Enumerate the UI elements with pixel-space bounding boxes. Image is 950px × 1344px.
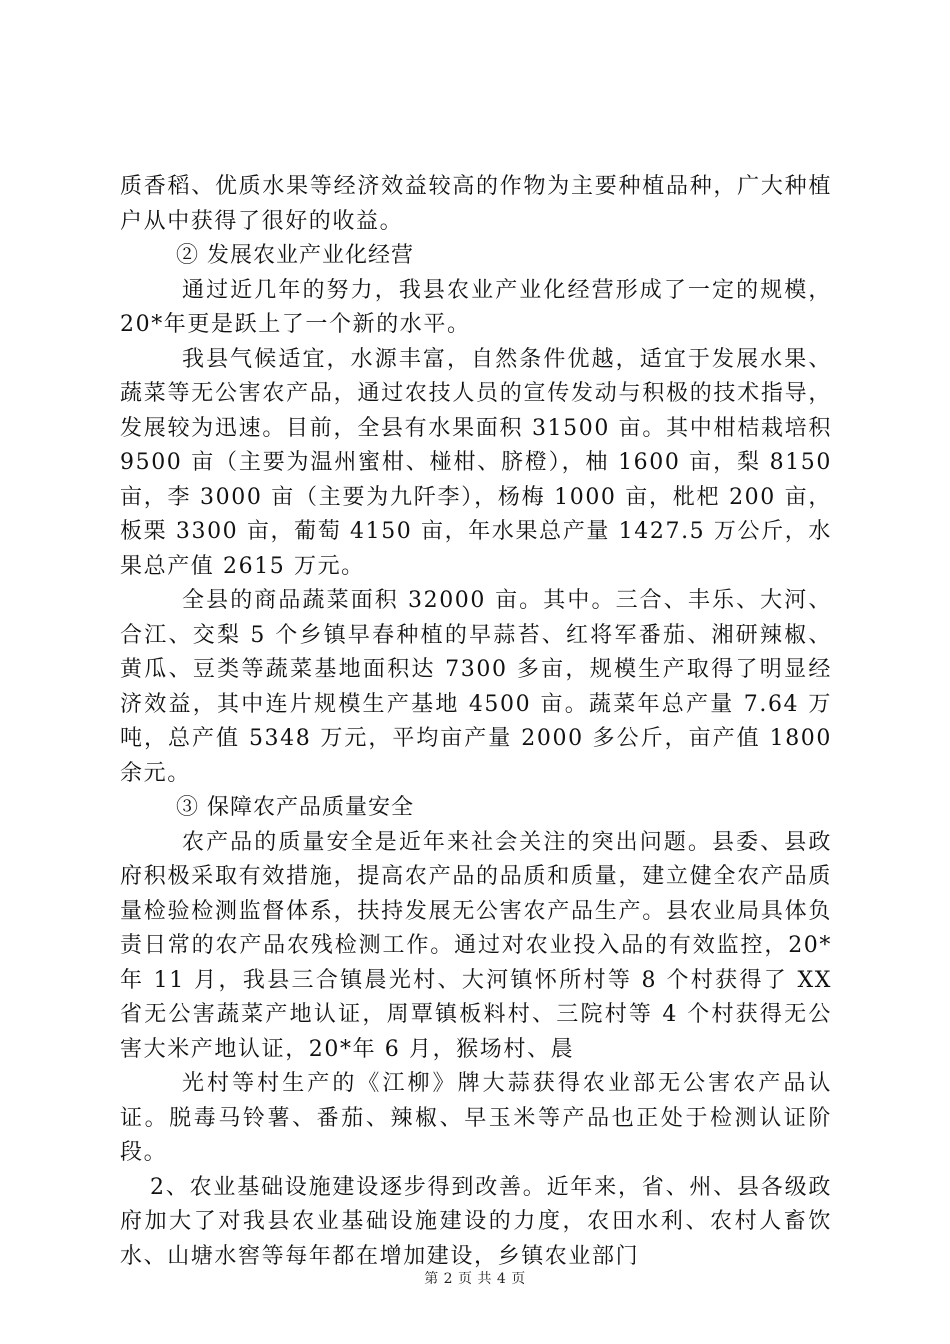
section-heading-industrialization: ② 发展农业产业化经营 (176, 243, 414, 268)
paragraph-industrialization-intro: 通过近几年的努力，我县农业产业化经营形成了一定的规模，20*年更是跃上了一个新的水平。 (120, 277, 832, 337)
document-body (120, 170, 832, 1274)
paragraph-quality-safety: 农产品的质量安全是近年来社会关注的突出问题。县委、县政府积极采取有效措施，提高农产品的品质和质量，建立健全农产品质量检验检测监督体系，扶持发展无公害农产品生产。县农业局具体负责日常的农产品农残检测工作。通过对农业投入品的有效监控，20*年 11 月，我县三合镇晨光村、大河镇怀所村等 8 个村获得了 XX 省无公害蔬菜产地认证，周覃镇板料村、三院村等 4 个村获得无公害大米产地认证，20*年 6 月，猴场村、晨 (120, 829, 832, 1062)
section-heading-quality-safety: ③ 保障农产品质量安全 (176, 795, 414, 820)
paragraph-certification: 光村等村生产的《江柳》牌大蒜获得农业部无公害农产品认证。脱毒马铃薯、番茄、辣椒、早玉米等产品也正处于检测认证阶段。 (120, 1071, 832, 1165)
paragraph-continuation: 质香稻、优质水果等经济效益较高的作物为主要种植品种，广大种植户从中获得了很好的收益。 (120, 174, 832, 234)
paragraph-vegetable-production: 全县的商品蔬菜面积 32000 亩。其中。三合、丰乐、大河、合江、交梨 5 个乡镇早春种植的早蒜苔、红将军番茄、湘研辣椒、黄瓜、豆类等蔬菜基地面积达 7300 多亩，规模生产取得了明显经济效益，其中连片规模生产基地 4500 亩。蔬菜年总产量 7.64 万吨，总产值 5348 万元，平均亩产量 2000 多公斤，亩产值 1800 余元。 (120, 588, 832, 786)
paragraph-infrastructure: 2、农业基础设施建设逐步得到改善。近年来，省、州、县各级政府加大了对我县农业基础设施建设的力度，农田水利、农村人畜饮水、山塘水窖等每年都在增加建设，乡镇农业部门 (120, 1174, 832, 1269)
paragraph-fruit-production: 我县气候适宜，水源丰富，自然条件优越，适宜于发展水果、蔬菜等无公害农产品，通过农技人员的宣传发动与积极的技术指导，发展较为迅速。目前，全县有水果面积 31500 亩。其中柑桔栽培积 9500 亩（主要为温州蜜柑、椪柑、脐橙），柚 1600 亩，梨 8150 亩，李 3000 亩（主要为九阡李），杨梅 1000 亩，枇杷 200 亩，板栗 3300 亩，葡萄 4150 亩，年水果总产量 1427.5 万公斤，水果总产值 2615 万元。 (120, 346, 832, 579)
page-footer: 第 2 页 共 4 页 (424, 1271, 526, 1287)
